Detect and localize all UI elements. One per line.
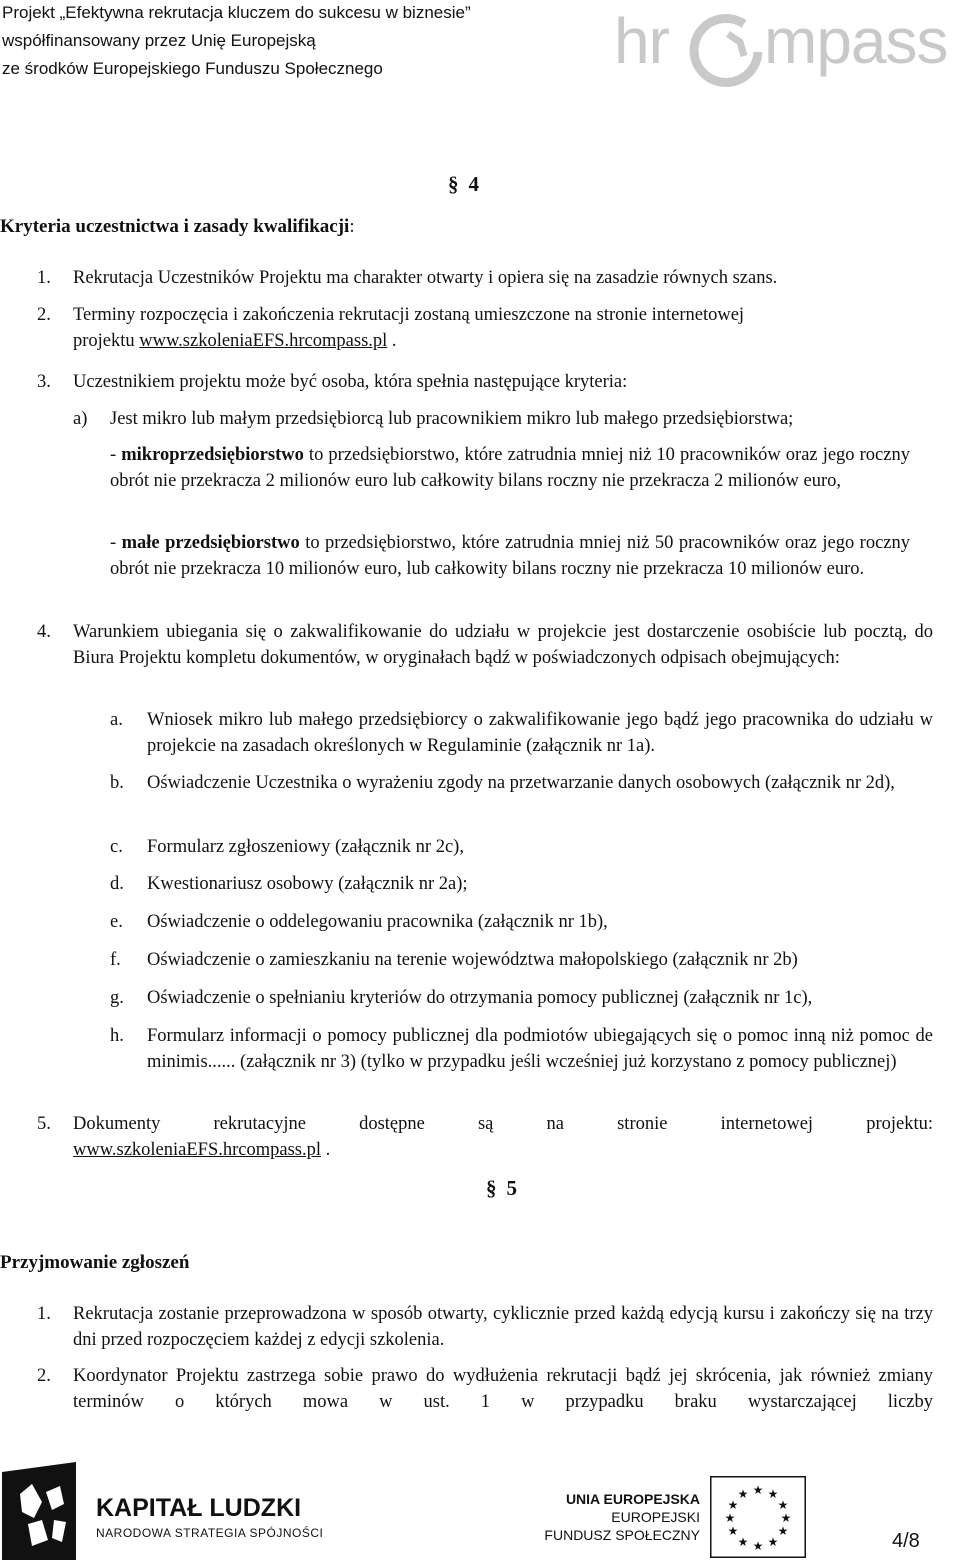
doc-item: Formularz zgłoszeniowy (załącznik nr 2c), <box>147 837 464 857</box>
doc-item: Oświadczenie o oddelegowaniu pracownika (załącznik nr 1b), <box>147 912 608 932</box>
small-enterprise-definition: - małe przedsiębiorstwo to przedsiębiorstwo, które zatrudnia mniej niż 50 pracowników oraz jego roczny obrót nie przekracza 10 milionów euro, lub całkowity bilans roczny nie przekracza 10 milionów euro. <box>110 533 910 579</box>
section-5-heading: Przyjmowanie zgłoszeń <box>0 1252 190 1273</box>
doc-item: Kwestionariusz osobowy (załącznik nr 2a); <box>147 874 468 894</box>
list-item-text: Dokumenty rekrutacyjne dostępne są na stronie internetowej projektu: <box>73 1114 933 1134</box>
doc-label: a. <box>110 710 123 730</box>
list-item-text: Warunkiem ubiegania się o zakwalifikowanie do udziału w projekcie jest dostarczenie osobiście lub pocztą, do Biura Projektu kompletu dokumentów, w oryginałach bądź w poświadczonych odpisach obejmujących: <box>73 622 933 668</box>
svg-text:★: ★ <box>777 1498 789 1512</box>
svg-text:★: ★ <box>727 1524 739 1538</box>
doc-label: c. <box>110 837 123 857</box>
doc-label: b. <box>110 773 124 793</box>
header-project-title: Projekt „Efektywna rekrutacja kluczem do sukcesu w biznesie” <box>2 3 471 22</box>
list-item-text-cont: www.szkoleniaEFS.hrcompass.pl . <box>73 1140 331 1160</box>
doc-item: Wniosek mikro lub małego przedsiębiorcy o zakwalifikowanie jego bądź jego pracownika do udziału w projekcie na zasadach określonych w Regulaminie (załącznik nr 1a). <box>147 710 933 756</box>
term-micro-enterprise: mikroprzedsiębiorstwo <box>121 445 304 465</box>
svg-text:★: ★ <box>727 1498 739 1512</box>
list-item-number: 1. <box>37 1304 51 1324</box>
doc-label: h. <box>110 1026 124 1046</box>
logo-text-hr: hr <box>614 5 669 77</box>
hrcompass-logo <box>612 6 952 96</box>
doc-label: f. <box>110 950 121 970</box>
section-number: 4 <box>468 172 479 196</box>
list-item-text: Uczestnikiem projektu może być osoba, która spełnia następujące kryteria: <box>73 372 628 392</box>
micro-enterprise-definition: - mikroprzedsiębiorstwo to przedsiębiorstwo, które zatrudnia mniej niż 10 pracowników oraz jego roczny obrót nie przekracza 2 milionów euro lub całkowity bilans roczny nie przekracza 2 milionów euro, <box>110 445 910 491</box>
section-4-heading: Kryteria uczestnictwa i zasady kwalifikacji: <box>0 216 355 237</box>
list-item-number: 1. <box>37 268 51 288</box>
doc-item: Oświadczenie o spełnianiu kryteriów do otrzymania pomocy publicznej (załącznik nr 1c), <box>147 988 813 1008</box>
sub-item-label: a) <box>73 409 88 429</box>
list-item-number: 4. <box>37 622 51 642</box>
svg-text:★: ★ <box>752 1539 764 1553</box>
svg-text:★: ★ <box>780 1511 792 1525</box>
list-item-text: Terminy rozpoczęcia i zakończenia rekrutacji zostaną umieszczone na stronie internetowej projektu www.szkoleniaEFS.hrcompass.pl . <box>73 305 745 351</box>
doc-label: e. <box>110 912 123 932</box>
doc-label: d. <box>110 874 124 894</box>
svg-text:★: ★ <box>777 1524 789 1538</box>
section-5-number <box>486 1176 517 1201</box>
project-website-link[interactable]: www.szkoleniaEFS.hrcompass.pl <box>139 330 388 351</box>
svg-text:★: ★ <box>724 1511 736 1525</box>
logo-text-mpass: mpass <box>764 5 948 77</box>
header-cofinanced-line: współfinansowany przez Unię Europejską <box>2 31 316 50</box>
footer-kl-subtitle: NARODOWA STRATEGIA SPÓJNOŚCI <box>96 1526 324 1540</box>
svg-text:★: ★ <box>752 1483 764 1497</box>
sub-item-text: Jest mikro lub małym przedsiębiorcą lub pracownikiem mikro lub małego przedsiębiorstwa; <box>110 409 794 429</box>
list-item-number: 3. <box>37 372 51 392</box>
kapital-ludzki-logo-icon <box>2 1462 76 1560</box>
doc-label: g. <box>110 988 124 1008</box>
eu-flag-icon <box>710 1476 806 1558</box>
doc-item: Oświadczenie Uczestnika o wyrażeniu zgody na przetwarzanie danych osobowych (załącznik nr 2d), <box>147 773 895 793</box>
doc-item: Formularz informacji o pomocy publicznej dla podmiotów ubiegających się o pomoc inną niż pomoc de minimis...... (załącznik nr 3) (tylko w przypadku jeśli wcześniej już korzystano z pomocy publicznej) <box>147 1026 933 1072</box>
svg-text:★: ★ <box>767 1487 779 1501</box>
footer-eu-text: UNIA EUROPEJSKA EUROPEJSKI FUNDUSZ SPOŁECZNY <box>544 1491 700 1543</box>
svg-text:★: ★ <box>767 1535 779 1549</box>
page-number: 4/8 <box>892 1530 920 1552</box>
list-item-number: 5. <box>37 1114 51 1134</box>
section-number: 5 <box>506 1176 517 1200</box>
list-item-number: 2. <box>37 305 51 325</box>
list-item-text: Rekrutacja zostanie przeprowadzona w sposób otwarty, cyklicznie przed każdą edycją kursu i zakończy się na trzy dni przed rozpoczęciem każdej z edycji szkolenia. <box>73 1304 933 1350</box>
header-fund-line: ze środków Europejskiego Funduszu Społecznego <box>2 59 383 78</box>
project-website-link[interactable]: www.szkoleniaEFS.hrcompass.pl <box>73 1140 322 1160</box>
term-small-enterprise: małe przedsiębiorstwo <box>121 533 300 553</box>
list-item-number: 2. <box>37 1366 51 1386</box>
list-item-text: Koordynator Projektu zastrzega sobie prawo do wydłużenia rekrutacji bądź jej skrócenia, jak również zmiany terminów o których mowa w ust. 1 w przypadku braku wystarczającej liczby <box>73 1366 933 1412</box>
paragraph-symbol: § <box>448 172 459 196</box>
svg-text:★: ★ <box>737 1535 749 1549</box>
compass-ring-icon <box>688 12 768 92</box>
paragraph-symbol: § <box>486 1176 497 1200</box>
list-item-text: Rekrutacja Uczestników Projektu ma charakter otwarty i opiera się na zasadzie równych szans. <box>73 268 778 288</box>
svg-text:★: ★ <box>737 1487 749 1501</box>
footer-kl-title: KAPITAŁ LUDZKI <box>96 1494 302 1522</box>
doc-item: Oświadczenie o zamieszkaniu na terenie województwa małopolskiego (załącznik nr 2b) <box>147 950 798 970</box>
section-4-number <box>448 172 479 197</box>
